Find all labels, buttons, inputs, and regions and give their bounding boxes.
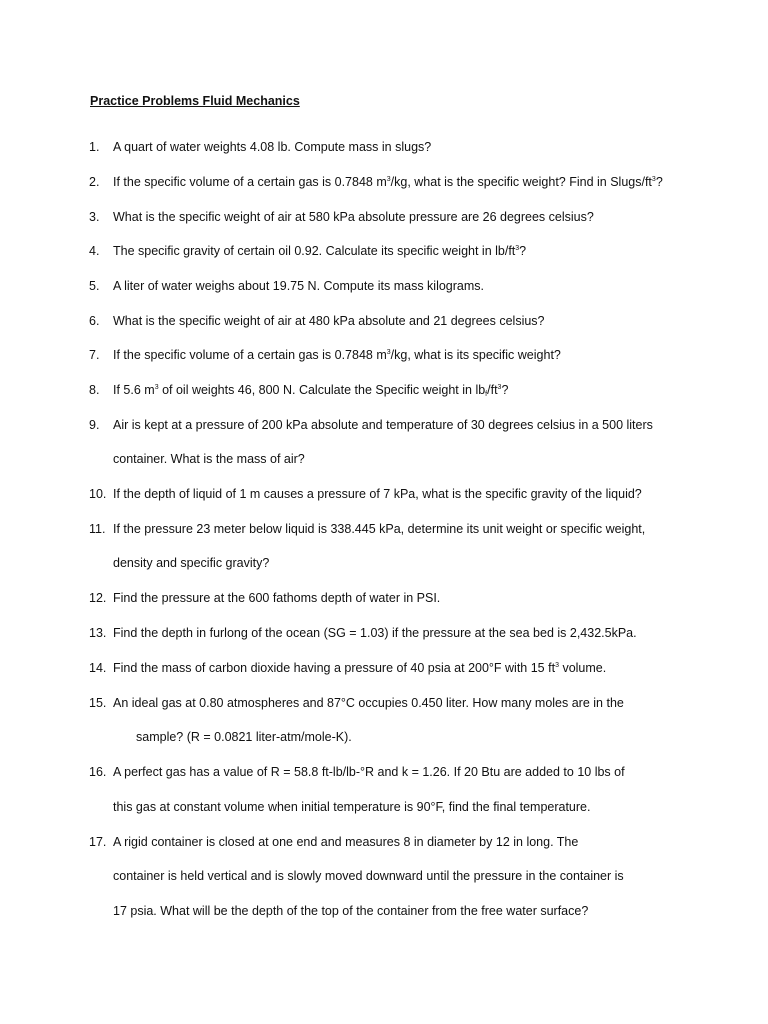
- problem-text-line: Find the mass of carbon dioxide having a pressure of 40 psia at 200°F with 15 $ft^3$ volume.: [113, 661, 607, 675]
- problem-text-line: If the specific volume of a certain gas is 0.7848 $m^3/kg$, what is its specific weight?: [113, 348, 561, 362]
- problem-text-line: Find the depth in furlong of the ocean (SG = 1.03) if the pressure at the sea bed is 2,432.5kPa.: [113, 626, 637, 640]
- problem-text-line: What is the specific weight of air at 580 kPa absolute pressure are 26 degrees celsius?: [113, 210, 594, 224]
- problem-text-line: Find the pressure at the 600 fathoms depth of water in PSI.: [113, 591, 441, 605]
- problem-number: 13.: [89, 626, 107, 640]
- problem-number: 11.: [89, 522, 106, 536]
- problem-text-line: sample? (R = 0.0821 liter-atm/mole-K).: [136, 730, 352, 744]
- problem-text-line: A rigid container is closed at one end and measures 8 in diameter by 12 in long. The: [113, 835, 579, 849]
- problem-text-line: container. What is the mass of air?: [113, 452, 305, 466]
- problem-text-line: What is the specific weight of air at 480 kPa absolute and 21 degrees celsius?: [113, 314, 545, 328]
- problem-number: 2.: [89, 175, 100, 189]
- problem-number: 16.: [89, 765, 107, 779]
- problem-text-line: container is held vertical and is slowly moved downward until the pressure in the container is: [113, 869, 624, 883]
- problem-number: 10.: [89, 487, 107, 501]
- document-title: Practice Problems Fluid Mechanics: [90, 94, 300, 108]
- problem-number: 15.: [89, 696, 107, 710]
- problem-text-line: this gas at constant volume when initial temperature is 90°F, find the final temperature.: [113, 800, 591, 814]
- problem-text-line: If the depth of liquid of 1 m causes a pressure of 7 kPa, what is the specific gravity of the liquid?: [113, 487, 642, 501]
- problem-number: 1.: [89, 140, 100, 154]
- problem-text-line: A quart of water weights 4.08 lb. Compute mass in slugs?: [113, 140, 432, 154]
- problem-number: 8.: [89, 383, 100, 397]
- problem-text-line: A perfect gas has a value of R = 58.8 ft-lb/lb-°R and k = 1.26. If 20 Btu are added to 10 lbs of: [113, 765, 625, 779]
- problem-number: 3.: [89, 210, 100, 224]
- problem-number: 14.: [89, 661, 107, 675]
- problem-number: 17.: [89, 835, 107, 849]
- problem-text-line: An ideal gas at 0.80 atmospheres and 87°C occupies 0.450 liter. How many moles are in the: [113, 696, 624, 710]
- problem-number: 5.: [89, 279, 100, 293]
- problem-text-line: The specific gravity of certain oil 0.92. Calculate its specific weight in $lb/ft^3$?: [113, 244, 527, 258]
- problem-text-line: If the pressure 23 meter below liquid is 338.445 kPa, determine its unit weight or specific weight,: [113, 522, 646, 536]
- problem-text-line: density and specific gravity?: [113, 556, 270, 570]
- problem-number: 6.: [89, 314, 100, 328]
- problem-text-line: If the specific volume of a certain gas is 0.7848 $m^3/kg$, what is the specific weight? Find in Slugs/$ft^3$?: [113, 175, 663, 189]
- problem-number: 9.: [89, 418, 100, 432]
- problem-text-line: 17 psia. What will be the depth of the top of the container from the free water surface?: [113, 904, 589, 918]
- problem-number: 7.: [89, 348, 100, 362]
- problem-text-line: If 5.6 $m^3$ of oil weights 46, 800 N. Calculate the Specific weight in $lb_f/ft^3$?: [113, 383, 509, 398]
- problem-number: 4.: [89, 244, 100, 258]
- problem-number: 12.: [89, 591, 107, 605]
- problem-text-line: Air is kept at a pressure of 200 kPa absolute and temperature of 30 degrees celsius in a 500 liters: [113, 418, 653, 432]
- problem-text-line: A liter of water weighs about 19.75 N. Compute its mass kilograms.: [113, 279, 484, 293]
